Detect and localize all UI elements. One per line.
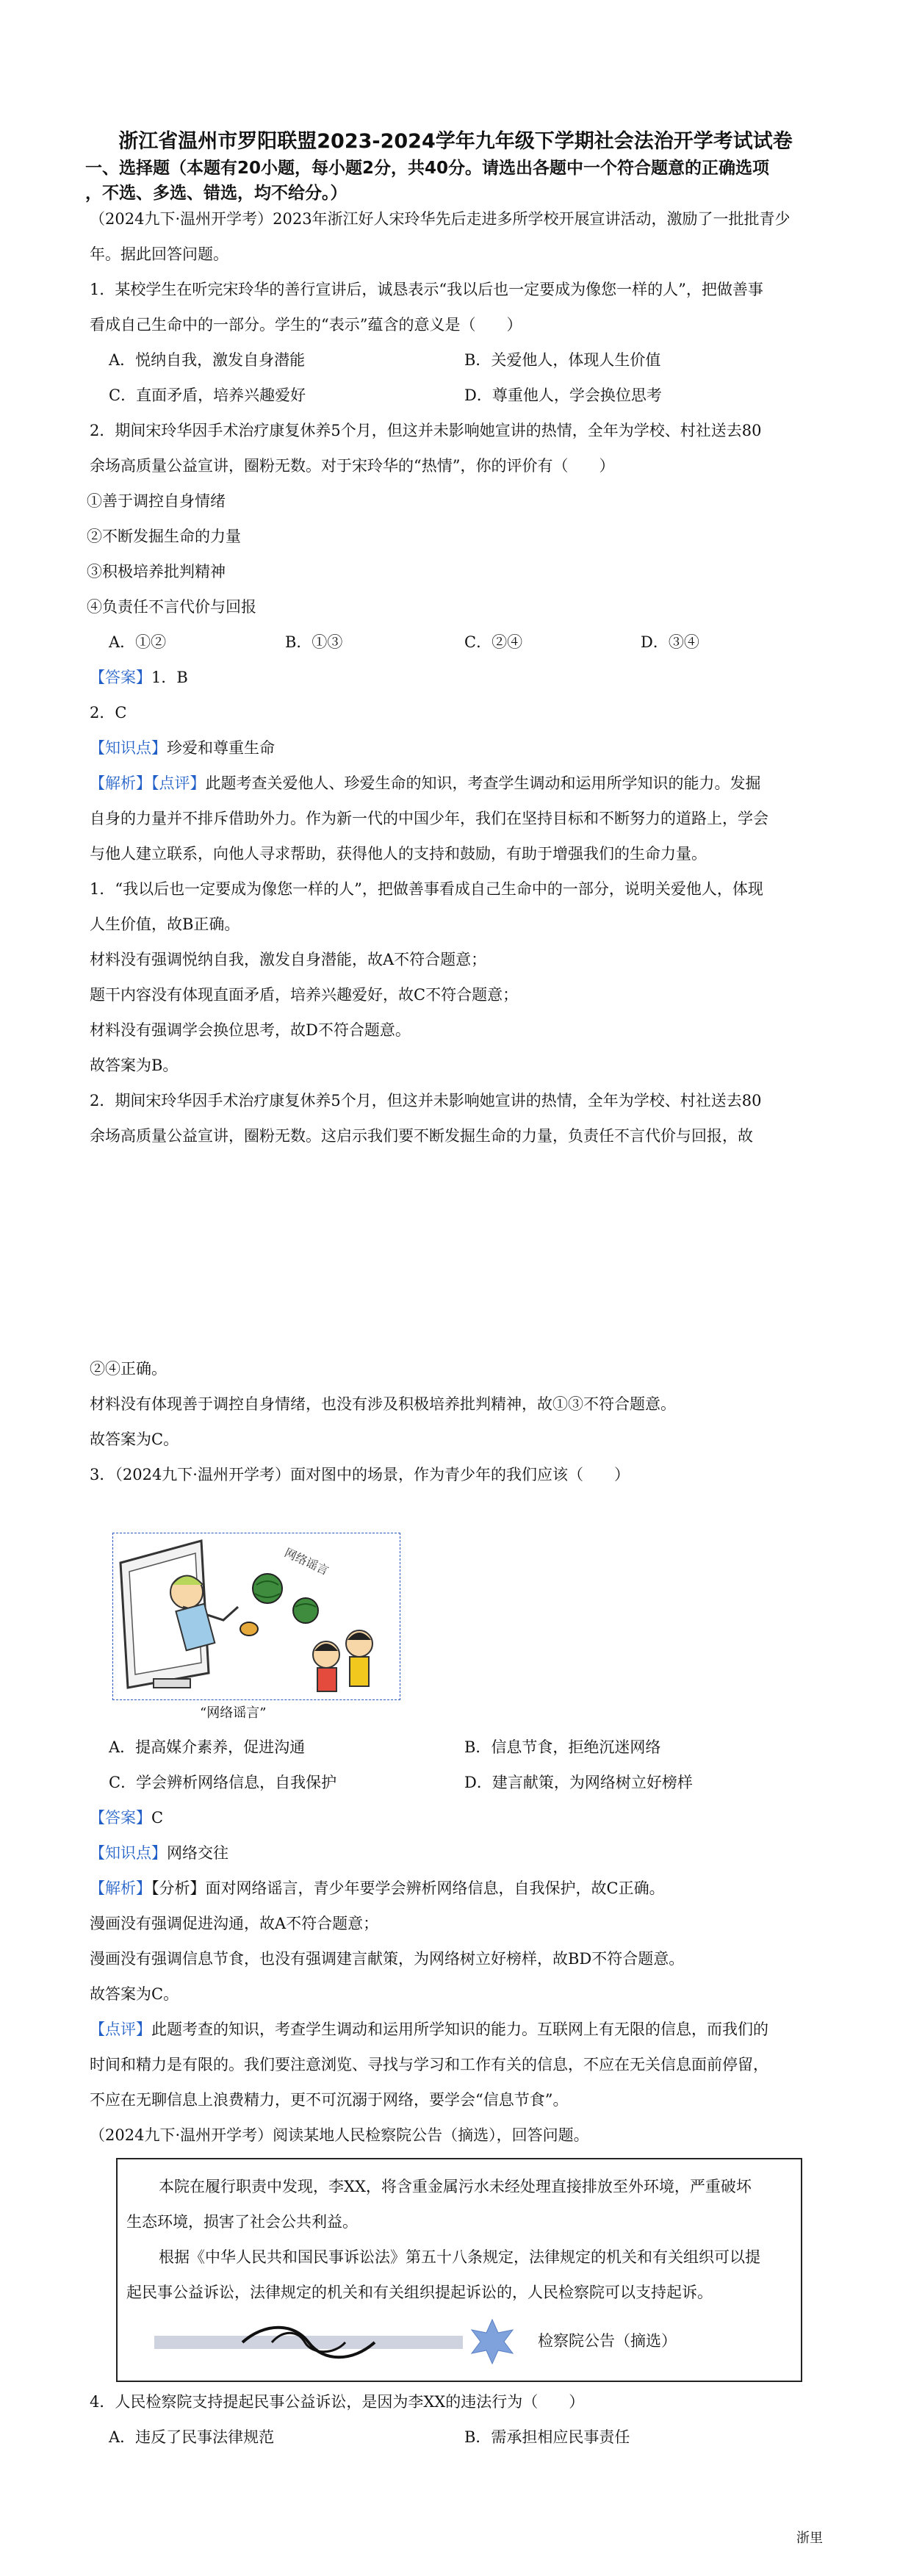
analysis-3-text1: 面对网络谣言，青少年要学会辨析网络信息，自我保护，故C正确。: [205, 1879, 665, 1897]
q1-option-a: A．悦纳自我，激发自身潜能: [109, 351, 306, 369]
figure-caption: “网络谣言”: [200, 1705, 267, 1721]
section-heading-line2: ，不选、多选、错选，均不给分。）: [85, 184, 348, 203]
knowledge-point-3: 网络交往: [167, 1844, 228, 1862]
explain2-line3: ②④正确。: [90, 1360, 167, 1378]
explain1-line6: 故答案为B。: [90, 1057, 179, 1074]
q4-option-a: A．违反了民事法律规范: [109, 2428, 275, 2446]
online-rumor-cartoon: [113, 1533, 400, 1699]
analysis-text1: 此题考查关爱他人、珍爱生命的知识，考查学生调动和运用所学知识的能力。发掘: [205, 774, 761, 792]
explain1-line4: 题干内容没有体现直面矛盾，培养兴趣爱好，故C不符合题意；: [90, 986, 519, 1004]
procuratorate-notice: [116, 2158, 802, 2382]
q4-option-b: B．需承担相应民事责任: [464, 2428, 630, 2446]
cartoon-text: 网络谣言: [282, 1545, 331, 1578]
q1-option-b: B．关爱他人，体现人生价值: [464, 351, 661, 369]
explain1-line2: 人生价值，故B正确。: [90, 915, 240, 933]
analysis-3-line4: 故答案为C。: [90, 1985, 179, 2003]
analysis-line3: 与他人建立联系，向他人寻求帮助，获得他人的支持和鼓励，有助于增强我们的生命力量。: [90, 845, 707, 863]
analysis-3-line2: 漫画没有强调促进沟通，故A不符合题意；: [90, 1915, 379, 1932]
notice-line4: 起民事公益诉讼，法律规定的机关和有关组织提起诉讼的，人民检察院可以支持起诉。: [126, 2284, 713, 2301]
comment-3-line3: 不应在无聊信息上浪费精力，更不可沉溺于网络，要学会“信息节食”。: [90, 2091, 569, 2109]
cartoon-figure: [112, 1533, 400, 1700]
fenxi-tag: 【分析】: [151, 1879, 206, 1897]
knowledge-point-tag: 【知识点】: [90, 739, 167, 757]
q1-stem-line1: 1．某校学生在听完宋玲华的善行宣讲后，诚恳表示“我以后也一定要成为像您一样的人”，把做善事: [90, 281, 763, 298]
q3-option-a: A．提高媒介素养，促进沟通: [109, 1738, 306, 1756]
answer-1: 1．B: [151, 669, 188, 686]
comment-3-line1: [90, 2018, 768, 2040]
q2-stem-line2: 余场高质量公益宣讲，圈粉无数。对于宋玲华的“热情”，你的评价有（ ）: [90, 457, 615, 475]
q4-stem: 4．人民检察院支持提起民事公益诉讼，是因为李XX的违法行为（ ）: [90, 2393, 585, 2411]
answer-1-line: [90, 666, 188, 688]
intro-line2: 年。据此回答问题。: [90, 245, 228, 263]
answer-2: 2．C: [90, 704, 127, 722]
notice-line1: 本院在履行职责中发现，李XX，将含重金属污水未经处理直接排放至外环境，严重破坏: [159, 2178, 752, 2195]
explain2-line1: 2．期间宋玲华因手术治疗康复休养5个月，但这并未影响她宣讲的热情，全年为学校、村社送去80: [90, 1092, 762, 1109]
q2-option-a: A．①②: [109, 633, 167, 651]
knowledge-point: 珍爱和尊重生命: [167, 739, 275, 757]
q2-statement-3: ③积极培养批判精神: [87, 563, 226, 580]
decorative-divider: [154, 2315, 522, 2367]
explain2-line4: 材料没有体现善于调控自身情绪，也没有涉及积极培养批判精神，故①③不符合题意。: [90, 1395, 676, 1413]
notice-line3: 根据《中华人民共和国民事诉讼法》第五十八条规定，法律规定的机关和有关组织可以提: [159, 2248, 760, 2266]
q2-option-c: C．②④: [464, 633, 523, 651]
analysis-line1: [90, 772, 761, 794]
q1-option-c: C．直面矛盾，培养兴趣爱好: [109, 386, 306, 404]
page-title: 浙江省温州市罗阳联盟2023-2024学年九年级下学期社会法治开学考试试卷: [118, 130, 793, 153]
comment-tag: 【点评】: [90, 2021, 151, 2038]
explain1-line5: 材料没有强调学会换位思考，故D不符合题意。: [90, 1021, 411, 1039]
q2-option-b: B．①③: [285, 633, 343, 651]
explain1-line1: 1．“我以后也一定要成为像您一样的人”，把做善事看成自己生命中的一部分，说明关爱他人，体现: [90, 880, 763, 898]
q4-intro: （2024九下·温州开学考）阅读某地人民检察院公告（摘选），回答问题。: [90, 2126, 589, 2144]
notice-signature: 检察院公告（摘选）: [538, 2332, 677, 2350]
q3-option-b: B．信息节食，拒绝沉迷网络: [464, 1738, 661, 1756]
analysis-3-line1: [90, 1877, 665, 1899]
q3-option-d: D．建言献策，为网络树立好榜样: [464, 1774, 693, 1791]
comment-tag: 【点评】: [151, 774, 206, 792]
section-heading-line1: 一、选择题（本题有20小题，每小题2分，共40分。请选出各题中一个符合题意的正确选项: [85, 159, 770, 178]
knowledge-point-line: [90, 737, 275, 759]
q2-statement-4: ④负责任不言代价与回报: [87, 598, 256, 616]
q2-statement-2: ②不断发掘生命的力量: [87, 528, 241, 545]
explain1-line3: 材料没有强调悦纳自我，激发自身潜能，故A不符合题意；: [90, 951, 487, 968]
comment-3-text1: 此题考查的知识，考查学生调动和运用所学知识的能力。互联网上有无限的信息，而我们的: [151, 2021, 768, 2038]
q1-option-d: D．尊重他人，学会换位思考: [464, 386, 662, 404]
knowledge-point-tag: 【知识点】: [90, 1844, 167, 1862]
explain2-line5: 故答案为C。: [90, 1431, 179, 1448]
comment-3-line2: 时间和精力是有限的。我们要注意浏览、寻找与学习和工作有关的信息，不应在无关信息面前停留，: [90, 2056, 768, 2073]
notice-line2: 生态环境，损害了社会公共利益。: [126, 2213, 358, 2231]
q2-statement-1: ①善于调控自身情绪: [87, 492, 226, 510]
analysis-line2: 自身的力量并不排斥借助外力。作为新一代的中国少年，我们在坚持目标和不断努力的道路上，学会: [90, 810, 768, 827]
q2-option-d: D．③④: [641, 633, 699, 651]
page-footer: 浙里: [796, 2530, 823, 2546]
q2-stem-line1: 2．期间宋玲华因手术治疗康复休养5个月，但这并未影响她宣讲的热情，全年为学校、村社送去80: [90, 422, 762, 439]
answer-tag: 【答案】: [90, 1809, 151, 1827]
analysis-3-line3: 漫画没有强调信息节食，也没有强调建言献策，为网络树立好榜样，故BD不符合题意。: [90, 1950, 685, 1968]
q3-option-c: C．学会辨析网络信息，自我保护: [109, 1774, 337, 1791]
explain2-line2: 余场高质量公益宣讲，圈粉无数。这启示我们要不断发掘生命的力量，负责任不言代价与回报，故: [90, 1127, 753, 1145]
answer-3: C: [151, 1809, 164, 1827]
q1-stem-line2: 看成自己生命中的一部分。学生的“表示”蕴含的意义是（ ）: [90, 316, 522, 334]
q3-stem: 3．（2024九下·温州开学考）面对图中的场景，作为青少年的我们应该（ ）: [90, 1466, 630, 1483]
answer-tag: 【答案】: [90, 669, 151, 686]
analysis-tag: 【解析】: [90, 1879, 151, 1897]
answer-3-line: [90, 1807, 163, 1829]
intro-line1: （2024九下·温州开学考）2023年浙江好人宋玲华先后走进多所学校开展宣讲活动，激励了一批批青少: [90, 210, 791, 228]
analysis-tag: 【解析】: [90, 774, 151, 792]
knowledge-point-3-line: [90, 1842, 228, 1864]
